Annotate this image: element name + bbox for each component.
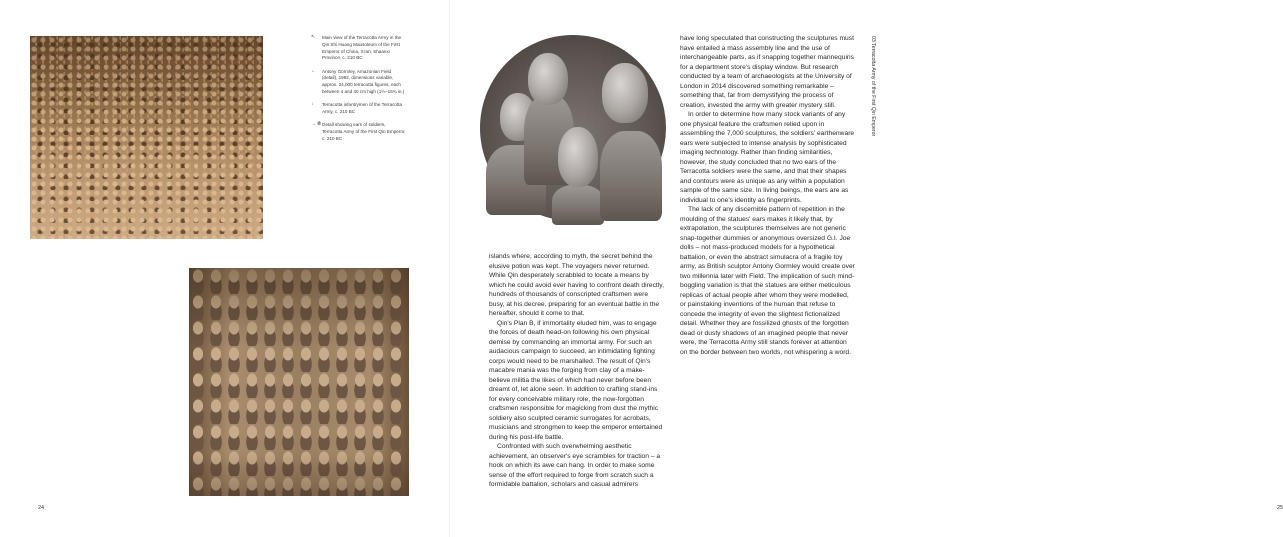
caption-text: Terracotta infantrymen of the Terracotta Army, c. 210 BC (322, 102, 403, 115)
body-text-column-2 (680, 34, 856, 357)
page-number-left: 24 (38, 505, 45, 511)
paragraph: Qin's Plan B, if immortality eluded him, was to engage the forces of death head-on following his own physical demise by commanding an immortal army. For such an audacious campaign to succeed, an intimidating fighting corps would need to be marshalled. The result of Qin's macabre mania was the forging from clay of a make-believe militia the likes of which had never before been dreamt of, let alone seen. In addition to crafting stand-ins for every conceivable military role, the now-forgotten craftsmen responsible for magicking from dust the mythic soldiery also sculpted ceramic surrogates for acrobats, musicians and strongmen to keep the emperor entertained during his post-life battle. (489, 319, 663, 441)
caption-infantrymen (311, 102, 406, 116)
arrow-up-left-icon: ↖ (311, 35, 316, 40)
photo-soldier-ears-detail (480, 35, 666, 221)
arrow-right-ear-icon: → ⦾ (311, 122, 321, 128)
caption-ears-detail (311, 122, 406, 142)
running-head: 03 Terracotta Army of the First Qin Emperor (870, 36, 876, 137)
arrow-down-icon: ↓ (311, 102, 314, 108)
paragraph: Confronted with such overwhelming aesthetic achievement, an observer's eye scrambles for traction – a hook on which its awe can hang. In order to make some sense of the effort required to forge from scratch such a formidable battalion, scholars and casual admirers (489, 443, 661, 488)
left-page (0, 0, 450, 537)
body-text-column-1 (489, 252, 664, 490)
captions (311, 35, 406, 149)
caption-main-view (311, 35, 406, 62)
caption-text: Detail showing ears of soldiers, Terracotta Army of the First Qin Emperor, c. 210 BC (322, 122, 406, 142)
caption-text: Main view of the Terracotta Army in the Qin Shi Huang Mausoleum of the First Emperor of China, Xi'an, Shaanxi Province, c. 210 BC (322, 35, 402, 61)
paragraph: islands where, according to myth, the secret behind the elusive potion was kept. The voyagers never returned. While Qin desperately scrabbled to locate a means by which he could avoid ever having to confront death directly, hundreds of thousands of conscripted craftsmen were busy, at his decree, preparing for an eventual battle in the hereafter, should it come to that. (489, 253, 664, 317)
paragraph: have long speculated that constructing the sculptures must have entailed a mass assembly line and the use of interchangeable parts, as if snapping together mannequins for a department store's display window. But research conducted by a team of archaeologists at the University of London in 2014 discovered something remarkable – something that, far from demystifying the process of creation, invested the army with greater mystery still. (680, 35, 854, 109)
photo-terracotta-army-aerial (30, 36, 263, 239)
arrow-left-icon: ← (311, 68, 316, 74)
caption-gormley (311, 69, 406, 96)
page-number-right: 25 (1277, 505, 1283, 511)
paragraph: In order to determine how many stock variants of any one physical feature the craftsmen relied upon in assembling the 7,000 sculptures, the soldiers' earthenware ears were subjected to intense analysis by sophisticated imaging technology. Rather than finding similarities, however, the study concluded that no two ears of the Terracotta soldiers were the same, and that their shapes and contours were as unique as any within a population sample of the same size. In living beings, the ears are as individual to one's identity as fingerprints. (680, 111, 855, 204)
caption-text: Antony Gormley, Amazonian Field (detail), 1992, dimensions variable, approx. 24,000 terracotta figures, each between 4 and 40 cm high (1½–15¾ in.) (322, 68, 405, 95)
photo-terracotta-infantrymen (189, 268, 409, 496)
paragraph: The lack of any discernible pattern of repetition in the moulding of the statues' ears makes it likely that, by extrapolation, the sculptures themselves are not generic snap-together dummies or anonymous oversized G.I. Joe dolls – not mass-produced models for a hypothetical battalion, or even the abstract simulacra of a fragile toy army, as British sculptor Antony Gormley would create over two millennia later with Field. The implication of such mind-boggling variation is that the statues are either meticulous replicas of actual people after whom they were modelled, or painstaking inventions of the human that refuse to concede the integrity of even the slightest fictionalized detail. Whether they are fossilized ghosts of the forgotten dead or dusty shadows of an imagined people that never were, the Terracotta Army still stands forever at attention on the border between two worlds, not whispering a word. (680, 206, 855, 356)
